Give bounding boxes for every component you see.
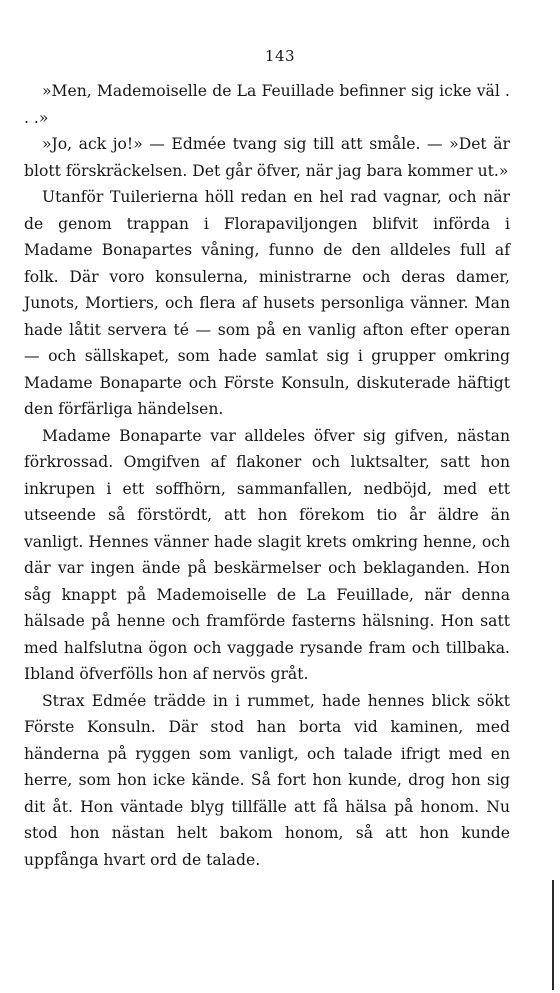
body-text <box>24 78 510 873</box>
paragraph-5: Strax Edmée trädde in i rummet, hade hennes blick sökt Förste Konsuln. Där stod han borta vid kaminen, med händerna på ryggen som vanligt, och talade ifrigt med en herre, som hon icke kände. Så fort hon kunde, drog hon sig dit åt. Hon väntade blyg tillfälle att få hälsa på honom. Nu stod hon nästan helt bakom honom, så att hon kunde uppfånga hvart ord de talade. <box>24 691 510 869</box>
paragraph-4: Madame Bonaparte var alldeles öfver sig gifven, nästan förkrossad. Omgifven af flakoner och luktsalter, satt hon inkrupen i ett soffhörn, sammanfallen, nedböjd, med ett utseende så förstördt, att hon förekom tio år äldre än vanligt. Hennes vänner hade slagit krets omkring henne, och där var ingen ände på beskärmelser och beklaganden. Hon såg knappt på Mademoiselle de La Feuillade, när denna hälsade på henne och framförde fasterns hälsning. Hon satt med halfslutna ögon och vaggade rysande fram och tillbaka. Ibland öfverfölls hon af nervös gråt. <box>24 426 510 683</box>
scan-edge-line <box>552 880 554 990</box>
paragraph-1: »Men, Mademoiselle de La Feuillade befinner sig icke väl . . .» <box>24 82 510 127</box>
paragraph-3: Utanför Tuilerierna höll redan en hel rad vagnar, och när de genom trappan i Florapaviljongen blifvit införda i Madame Bonapartes våning, funno de den alldeles full af folk. Där voro konsulerna, ministrarne och deras damer, Junots, Mortiers, och flera af husets personliga vänner. Man hade låtit servera té — som på en vanlig afton efter operan — och sällskapet, som hade samlat sig i grupper omkring Madame Bonaparte och Förste Konsuln, diskuterade häftigt den förfärliga händelsen. <box>24 188 510 418</box>
page-number: 143 <box>264 47 296 65</box>
paragraph-2: »Jo, ack jo!» — Edmée tvang sig till att småle. — »Det är blott förskräckelsen. Det går öfver, när jag bara kommer ut.» <box>24 135 510 180</box>
